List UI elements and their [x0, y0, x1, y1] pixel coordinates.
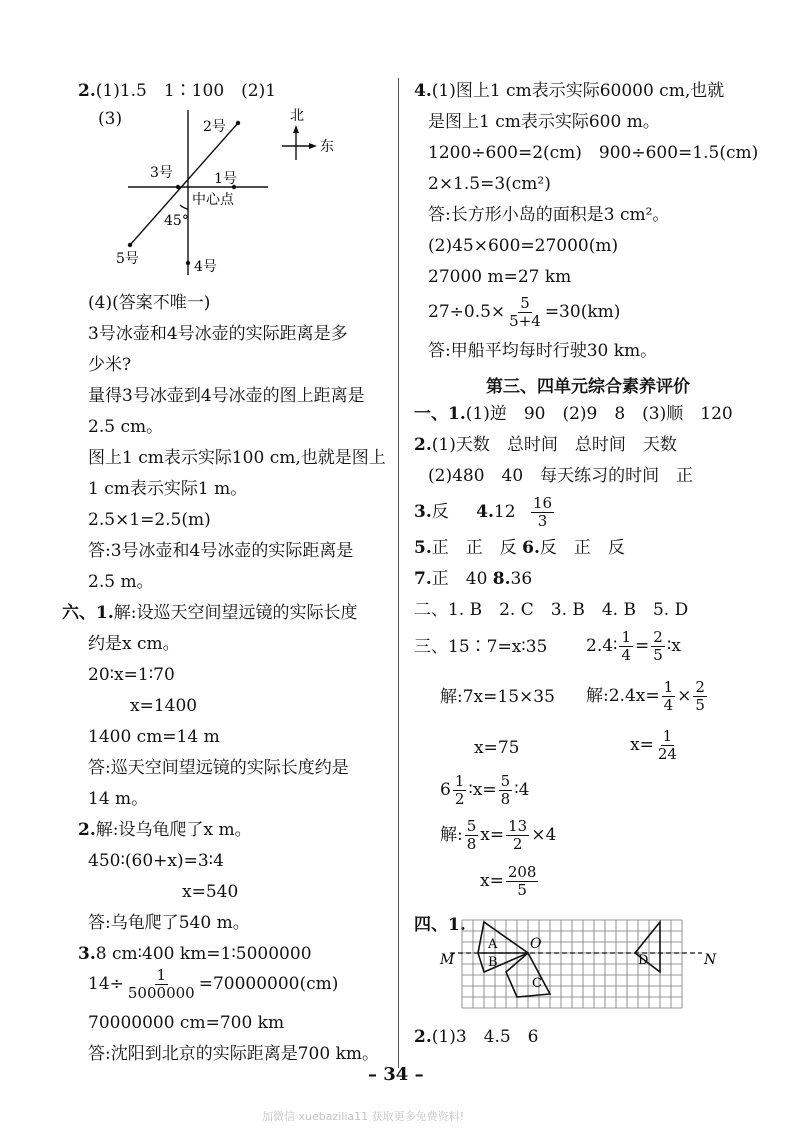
left-text: x=1400	[130, 696, 198, 716]
section-6-q1: 六、1.解:设巡天空间望远镜的实际长度	[62, 603, 358, 623]
right-text: 答:甲船平均每时行驶30 km。	[428, 341, 658, 361]
right-q4-1: 4.(1)图上1 cm表示实际60000 cm,也就	[414, 81, 725, 101]
label-n: N	[704, 952, 717, 968]
point-4-label: 4号	[194, 259, 217, 275]
right-text: 2×1.5=3(cm²)	[428, 174, 551, 194]
left-text: 1400 cm=14 m	[88, 727, 220, 747]
left-q2-4: (4)(答案不唯一)	[88, 293, 211, 313]
left-text: 3号冰壶和4号冰壶的实际距离是多	[88, 324, 348, 344]
solution-2: 解:2.4x= $\frac{1}{4}$ × $\frac{2}{5}$	[586, 678, 705, 714]
left-text: 答:沈阳到北京的实际距离是700 km。	[88, 1044, 379, 1064]
right-text: (2)45×600=27000(m)	[428, 236, 619, 256]
right-s2-answers: 二、1. B 2. C 3. B 4. B 5. D	[414, 600, 689, 620]
page-number: – 34 –	[368, 1064, 424, 1085]
point-3-label: 3号	[150, 165, 173, 181]
left-text: 1 cm表示实际1 m。	[88, 479, 248, 499]
section-6-q3: 3.8 cm∶400 km=1∶5000000	[78, 944, 312, 964]
label-o: O	[530, 936, 542, 952]
question-number: 4.	[414, 81, 432, 101]
right-text: (2)480 40 每天练习的时间 正	[428, 466, 694, 486]
left-text: 少米?	[88, 355, 132, 375]
equation-3: 6 $\frac{1}{2}$ ∶x= $\frac{5}{8}$ ∶4	[440, 772, 530, 808]
left-text: 70000000 cm=700 km	[88, 1013, 285, 1033]
right-text: 27000 m=27 km	[428, 267, 572, 287]
left-q2-3: (3)	[98, 109, 123, 129]
label-d: D	[638, 953, 649, 968]
left-q2-head: 2.(1)1.5 1∶100 (2)1	[78, 81, 277, 101]
result-1: x=75	[474, 738, 520, 758]
east-label: 东	[320, 139, 334, 155]
left-text: 2.5 cm。	[88, 417, 164, 437]
label-b: B	[488, 955, 498, 970]
question-number: 一、1.	[414, 404, 466, 424]
right-text: 答:长方形小岛的面积是3 cm²。	[428, 205, 670, 225]
fraction: $\frac{1}{5000000}$	[127, 966, 195, 1002]
right-text: 是图上1 cm表示实际600 m。	[428, 112, 660, 132]
equation-2: 2.4∶ $\frac{1}{4}$ = $\frac{2}{5}$ ∶x	[586, 628, 681, 664]
left-text: 答:巡天空间望远镜的实际长度约是	[88, 758, 349, 778]
right-text: 1200÷600=2(cm) 900÷600=1.5(cm)	[428, 143, 759, 163]
label-c: C	[532, 976, 542, 991]
point-1-label: 1号	[214, 171, 237, 187]
symmetry-grid-figure	[440, 914, 717, 1014]
left-text: 2.5×1=2.5(m)	[88, 510, 211, 530]
right-s1-q1: 一、1.(1)逆 90 (2)9 8 (3)顺 120	[414, 404, 733, 424]
question-number: 3.	[78, 944, 96, 964]
left-text: 图上1 cm表示实际100 cm,也就是图上	[88, 448, 386, 468]
center-point-label: 中心点	[192, 192, 234, 208]
equation-1: 三、15∶7=x∶35	[414, 637, 548, 657]
right-fraction-line: 27÷0.5× $\frac{5}{5+4}$ =30(km)	[428, 294, 621, 330]
column-divider	[398, 78, 399, 1068]
label-m: M	[440, 952, 455, 968]
left-text: 2.5 m。	[88, 572, 154, 592]
right-s4-q2: 2.(1)3 4.5 6	[414, 1027, 539, 1047]
left-fraction-line: 14÷ $\frac{1}{5000000}$ =70000000(cm)	[88, 966, 339, 1002]
section-title: 第三、四单元综合素养评价	[486, 377, 690, 397]
solution-3: 解: $\frac{5}{8}$ x= $\frac{13}{2}$ ×4	[440, 817, 557, 853]
question-number: 2.	[414, 435, 432, 455]
solution-1: 解:7x=15×35	[440, 687, 555, 707]
right-s1-q2: 2.(1)天数 总时间 总时间 天数	[414, 435, 677, 455]
left-text: 约是x cm。	[88, 634, 180, 654]
angle-label: 45°	[164, 213, 189, 229]
north-label: 北	[290, 108, 304, 124]
left-text: 14 m。	[88, 789, 149, 809]
result-3: x= $\frac{208}{5}$	[480, 863, 537, 899]
section-6-q2: 2.解:设乌龟爬了x m。	[78, 820, 252, 840]
question-number: 2.	[78, 820, 96, 840]
question-number: 六、1.	[62, 603, 114, 623]
fraction: $\frac{5}{5+4}$	[509, 294, 541, 330]
right-s1-q3-q4: 3.反 4.12 $\frac{16}{3}$	[414, 494, 553, 530]
right-s1-q5-q6: 5.正 正 反 6.反 正 反	[414, 538, 625, 558]
question-number: 2.	[78, 81, 96, 101]
section-4-label: 四、1.	[414, 915, 466, 935]
watermark: 加微信 xuebazilia11 获取更多免费资料!	[262, 1110, 465, 1123]
point-5-label: 5号	[116, 251, 139, 267]
left-text: x=540	[182, 882, 239, 902]
right-s1-q7-q8: 7.正 40 8.36	[414, 569, 533, 589]
fraction: $\frac{16}{3}$	[532, 494, 553, 530]
left-text: 答:3号冰壶和4号冰壶的实际距离是	[88, 541, 354, 561]
point-2-label: 2号	[203, 119, 226, 135]
left-text: 答:乌龟爬了540 m。	[88, 913, 250, 933]
label-a: A	[488, 937, 498, 952]
left-text: 450∶(60+x)=3∶4	[88, 851, 224, 871]
left-text: 量得3号冰壶到4号冰壶的图上距离是	[88, 386, 365, 406]
result-2: x= $\frac{1}{24}$	[630, 727, 677, 763]
question-number: 2.	[414, 1027, 432, 1047]
compass-map-diagram	[110, 105, 360, 290]
left-text: 20∶x=1∶70	[88, 665, 175, 685]
